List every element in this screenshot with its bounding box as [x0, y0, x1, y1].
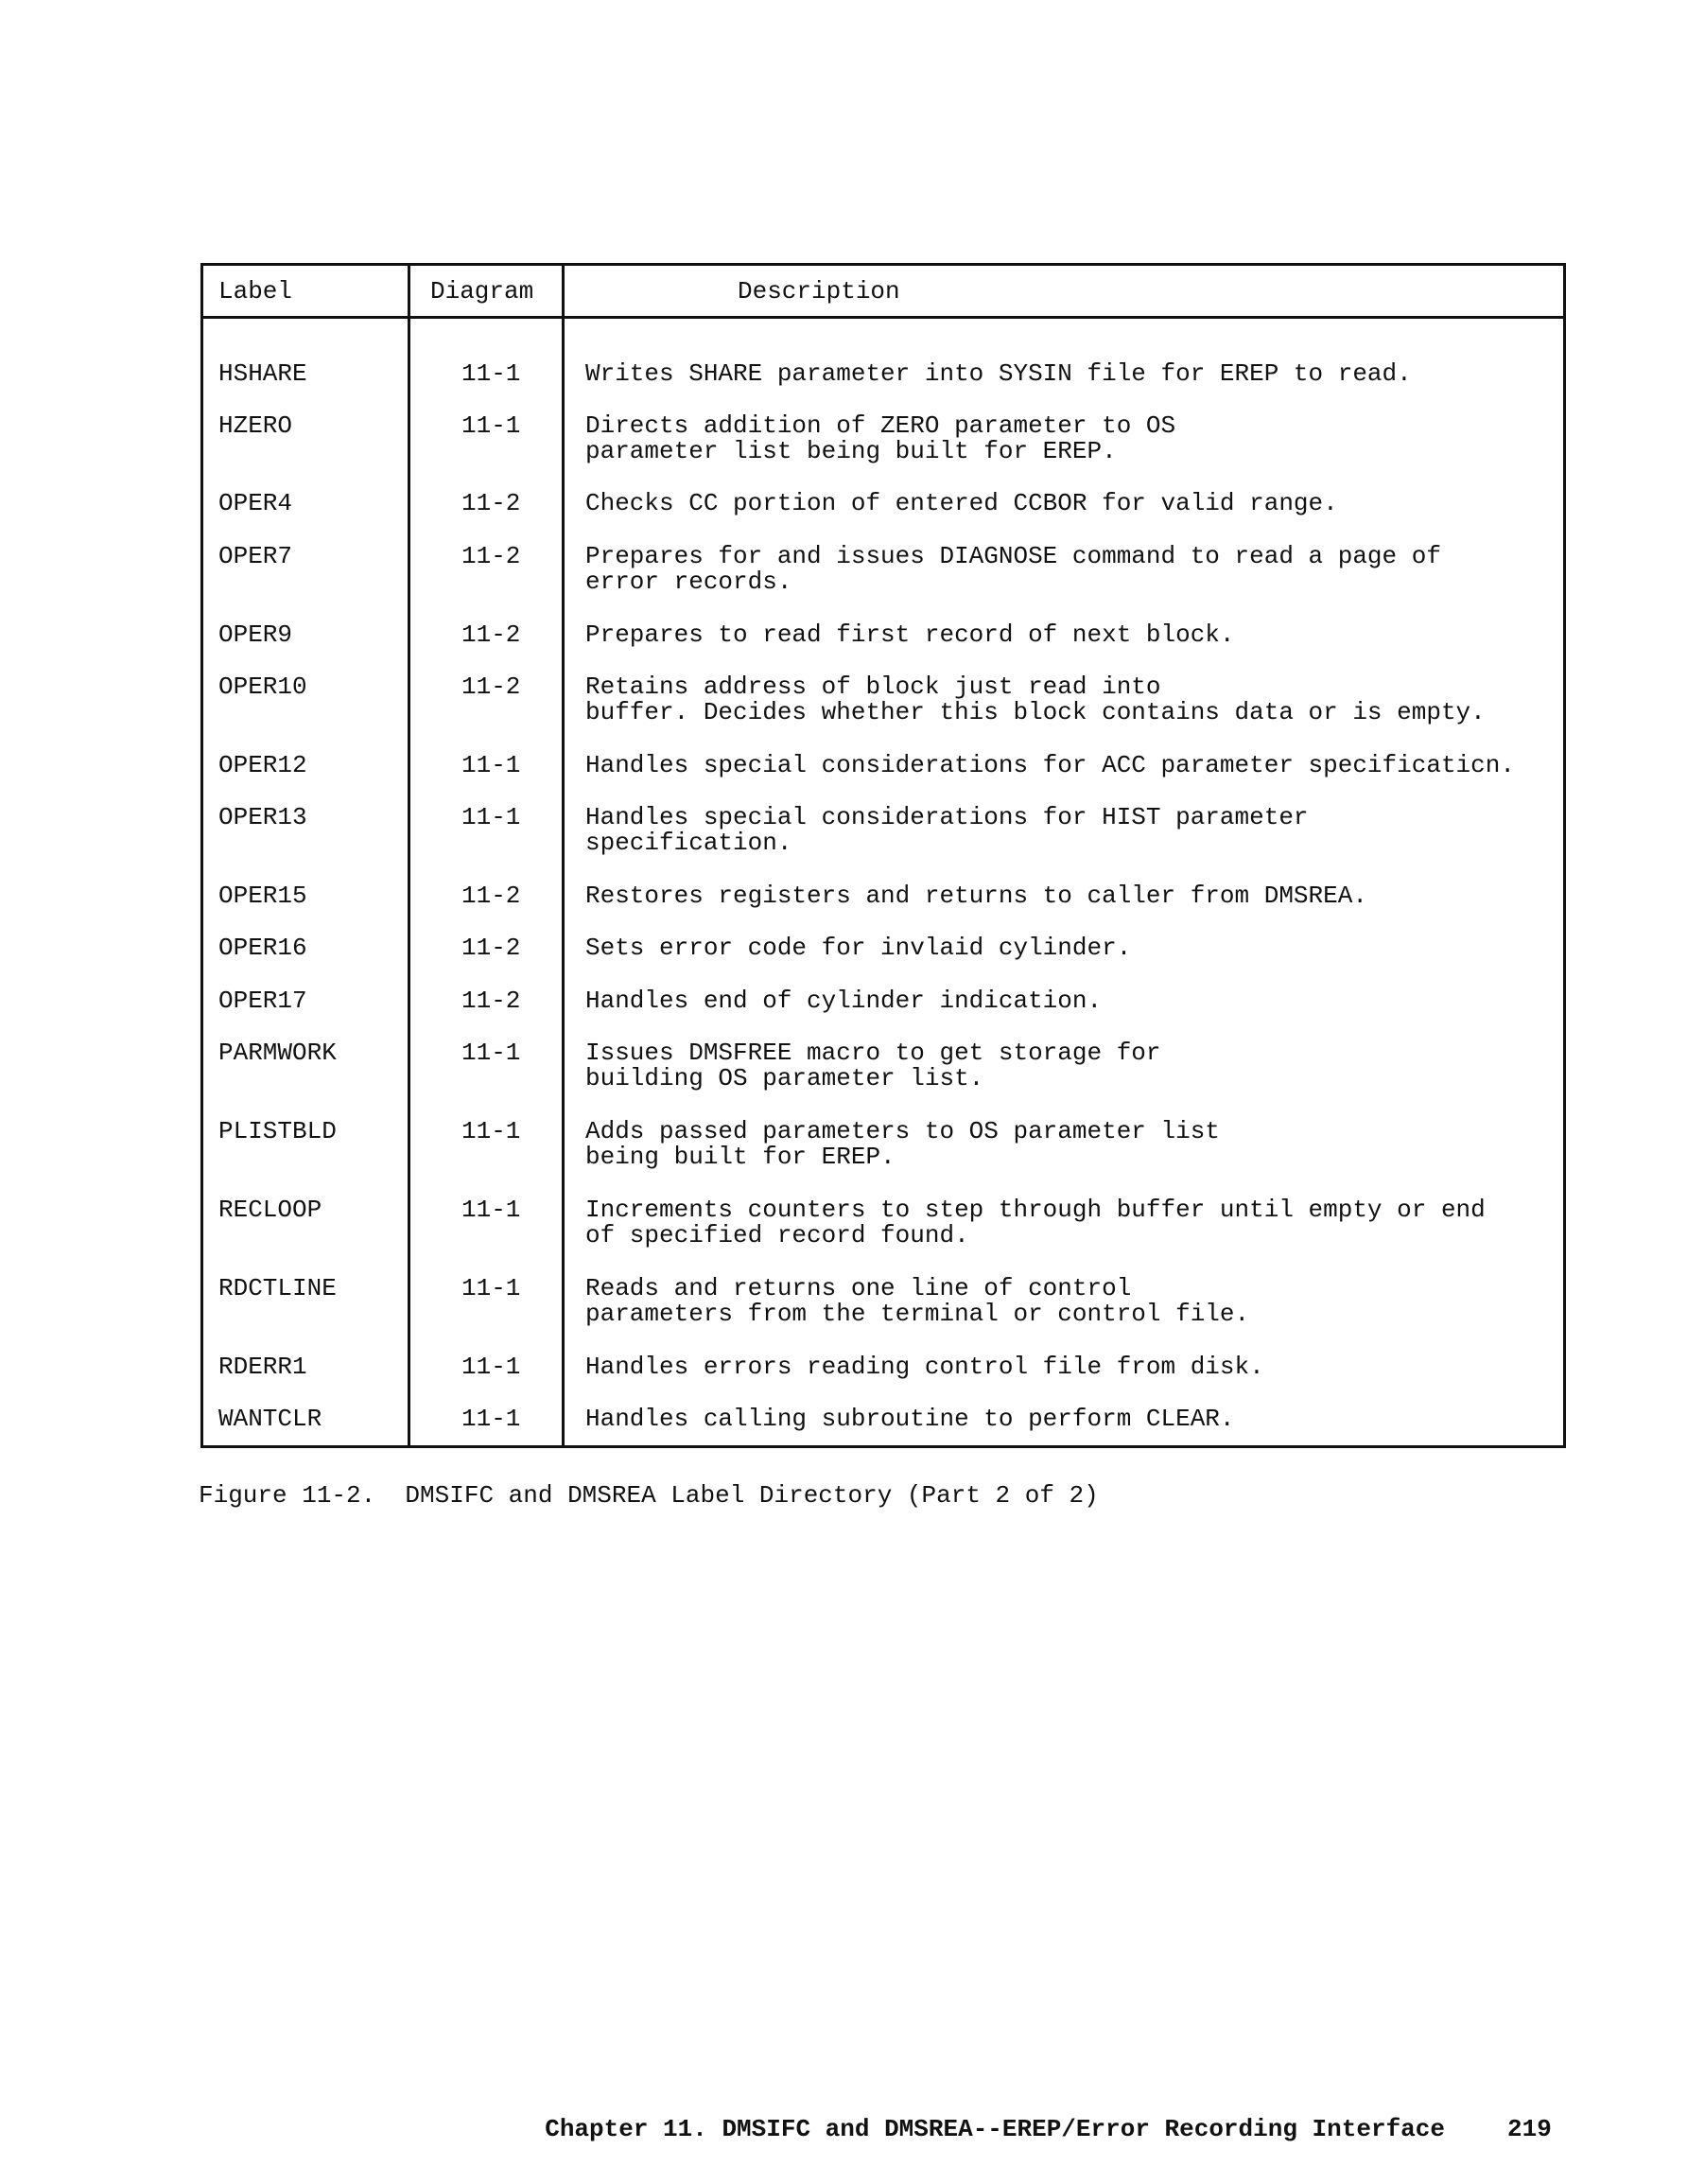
row-label: OPER7 — [218, 542, 293, 570]
chapter-title: Chapter 11. DMSIFC and DMSREA--EREP/Error Recording Interface — [545, 2115, 1445, 2143]
row-description: Prepares for and issues DIAGNOSE command to read a page of error records. — [585, 542, 1441, 596]
row-diagram: 11-2 — [461, 542, 521, 570]
row-description: Handles calling subroutine to perform CLEAR. — [585, 1405, 1235, 1433]
row-diagram: 11-1 — [461, 803, 521, 831]
page-footer — [515, 2087, 1552, 2143]
row-label: PLISTBLD — [218, 1117, 337, 1145]
row-diagram: 11-1 — [461, 1274, 521, 1302]
row-diagram: 11-2 — [461, 882, 521, 910]
row-description: Sets error code for invlaid cylinder. — [585, 934, 1132, 962]
row-description: Increments counters to step through buffer until empty or end of specified record found. — [585, 1196, 1486, 1249]
row-diagram: 11-2 — [461, 673, 521, 701]
row-label: PARMWORK — [218, 1039, 337, 1067]
row-label: OPER4 — [218, 489, 293, 517]
row-label: OPER17 — [218, 987, 307, 1015]
row-description: Handles errors reading control file from disk. — [585, 1353, 1264, 1381]
row-diagram: 11-2 — [461, 620, 521, 649]
row-description: Adds passed parameters to OS parameter list being built for EREP. — [585, 1117, 1220, 1171]
row-diagram: 11-1 — [461, 751, 521, 779]
row-diagram: 11-1 — [461, 411, 521, 440]
row-description: Restores registers and returns to caller from DMSREA. — [585, 882, 1367, 910]
row-diagram: 11-2 — [461, 934, 521, 962]
row-description: Handles special considerations for HIST parameter specification. — [585, 803, 1309, 857]
column-divider — [562, 266, 565, 1445]
row-diagram: 11-1 — [461, 359, 521, 388]
row-label: HSHARE — [218, 359, 307, 388]
row-label: RDCTLINE — [218, 1274, 337, 1302]
row-label: RDERR1 — [218, 1353, 307, 1381]
figure-caption: Figure 11-2. DMSIFC and DMSREA Label Directory (Part 2 of 2) — [199, 1481, 1099, 1510]
row-label: WANTCLR — [218, 1405, 322, 1433]
row-label: OPER16 — [218, 934, 307, 962]
row-description: Retains address of block just read into buffer. Decides whether this block contains data or is empty. — [585, 673, 1486, 726]
row-diagram: 11-1 — [461, 1353, 521, 1381]
row-label: OPER9 — [218, 620, 293, 649]
row-description: Prepares to read first record of next block. — [585, 620, 1235, 649]
row-label: OPER10 — [218, 673, 307, 701]
column-divider — [408, 266, 410, 1445]
row-description: Checks CC portion of entered CCBOR for valid range. — [585, 489, 1338, 517]
row-description: Handles special considerations for ACC parameter specificaticn. — [585, 751, 1515, 779]
table-header-row — [203, 266, 1563, 319]
row-diagram: 11-1 — [461, 1196, 521, 1224]
row-description: Handles end of cylinder indication. — [585, 987, 1103, 1015]
row-diagram: 11-2 — [461, 987, 521, 1015]
row-label: HZERO — [218, 411, 293, 440]
row-description: Reads and returns one line of control parameters from the terminal or control file. — [585, 1274, 1250, 1328]
row-diagram: 11-2 — [461, 489, 521, 517]
row-description: Directs addition of ZERO parameter to OS parameter list being built for EREP. — [585, 411, 1176, 465]
row-label: RECLOOP — [218, 1196, 322, 1224]
page-number: 219 — [1506, 2115, 1552, 2143]
row-label: OPER15 — [218, 882, 307, 910]
diagram-column-header: Diagram — [430, 277, 534, 306]
row-diagram: 11-1 — [461, 1117, 521, 1145]
label-column-header: Label — [218, 277, 293, 306]
description-column-header: Description — [738, 277, 900, 306]
row-label: OPER12 — [218, 751, 307, 779]
label-directory-table — [200, 263, 1566, 1448]
row-label: OPER13 — [218, 803, 307, 831]
row-diagram: 11-1 — [461, 1405, 521, 1433]
row-description: Writes SHARE parameter into SYSIN file for EREP to read. — [585, 359, 1412, 388]
row-diagram: 11-1 — [461, 1039, 521, 1067]
row-description: Issues DMSFREE macro to get storage for building OS parameter list. — [585, 1039, 1161, 1092]
